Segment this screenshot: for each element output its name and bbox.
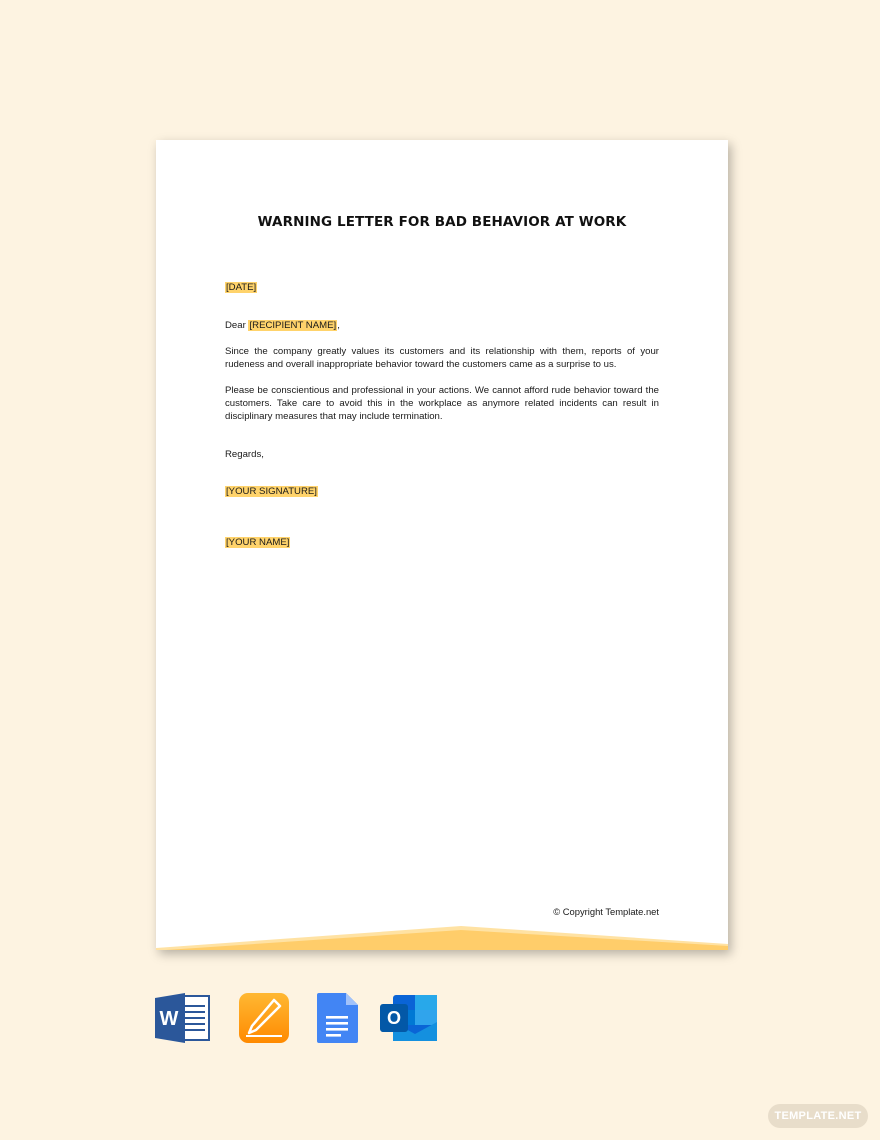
svg-text:W: W xyxy=(159,1008,179,1030)
outlook-icon[interactable] xyxy=(379,992,439,1044)
copyright-text: © Copyright Template.net xyxy=(553,906,659,917)
salutation-suffix: , xyxy=(337,320,340,331)
word-icon[interactable] xyxy=(155,992,211,1044)
google-docs-icon[interactable] xyxy=(316,992,360,1044)
name-placeholder: [YOUR NAME] xyxy=(226,537,290,548)
signature-placeholder: [YOUR SIGNATURE] xyxy=(226,486,317,497)
page-title: WARNING LETTER FOR BAD BEHAVIOR AT WORK xyxy=(257,214,627,230)
salutation xyxy=(225,319,659,332)
letter-page xyxy=(156,140,728,950)
pages-icon[interactable] xyxy=(238,992,290,1044)
svg-text:O: O xyxy=(386,1008,402,1028)
body-paragraph-1: Since the company greatly values its customers and its relationship with them, reports of your rudeness and overall inappropriate behavior toward the customers came as a surprise to us. xyxy=(225,346,659,370)
recipient-placeholder: [RECIPIENT NAME] xyxy=(249,320,337,331)
salutation-prefix: Dear xyxy=(225,320,249,331)
footer-wave-decoration xyxy=(156,926,728,950)
closing: Regards, xyxy=(225,449,264,460)
name-line xyxy=(225,536,659,549)
date-line xyxy=(225,281,659,294)
date-placeholder: [DATE] xyxy=(226,282,257,293)
template-net-watermark: TEMPLATE.NET xyxy=(768,1104,868,1128)
signature-line xyxy=(225,485,659,498)
body-paragraph-2: Please be conscientious and professional in your actions. We cannot afford rude behavior toward the customers. Take care to avoid this in the workplace as anymore related incidents can result in disciplinary measures that may include termination. xyxy=(225,385,659,422)
